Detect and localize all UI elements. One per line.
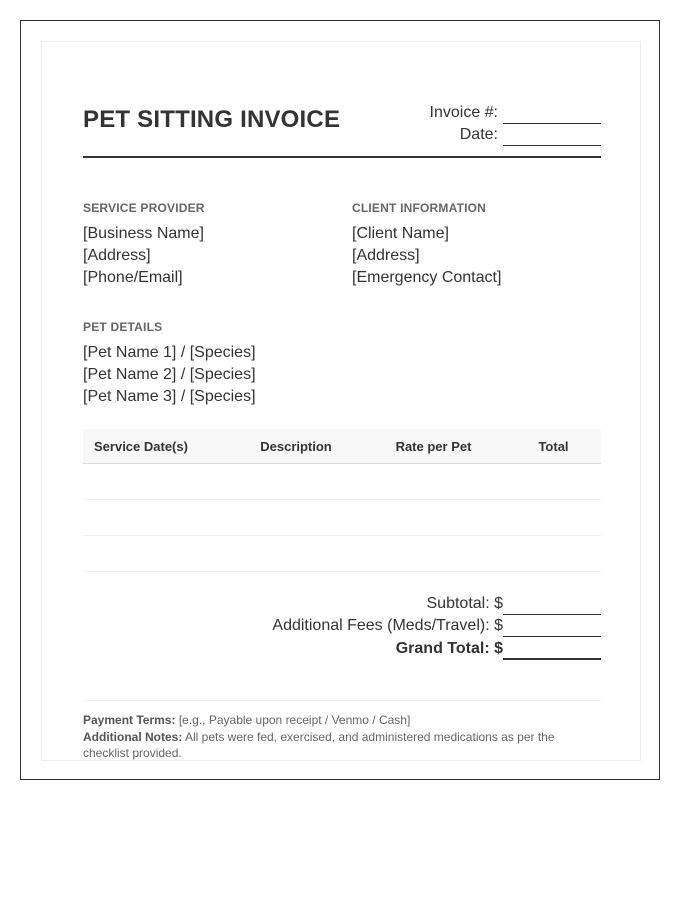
payment-terms (83, 712, 601, 729)
column-description: Description (260, 438, 332, 454)
additional-fees-label: Additional Fees (Meds/Travel): $ (272, 617, 503, 634)
additional-notes (83, 729, 601, 762)
notes-section (83, 700, 601, 762)
invoice-number-field[interactable] (503, 109, 601, 124)
invoice-body (41, 41, 641, 761)
pet-details-heading: PET DETAILS (83, 320, 163, 334)
invoice-meta (430, 102, 601, 146)
additional-notes-label: Additional Notes: (83, 729, 183, 744)
table-row[interactable] (83, 500, 601, 536)
provider-phone-email: [Phone/Email] (83, 269, 183, 286)
client-address: [Address] (352, 247, 420, 264)
additional-fees-row (272, 615, 601, 638)
totals-section (272, 592, 601, 660)
table-row[interactable] (83, 536, 601, 572)
column-total: Total (538, 438, 569, 454)
grand-total-field[interactable] (503, 644, 601, 660)
provider-address: [Address] (83, 247, 151, 264)
additional-fees-field[interactable] (503, 622, 601, 637)
column-rate-per-pet: Rate per Pet (395, 438, 472, 454)
client-information-section (352, 201, 501, 289)
invoice-header (83, 82, 601, 158)
client-information-heading: CLIENT INFORMATION (352, 201, 487, 215)
invoice-page (20, 20, 660, 780)
table-row[interactable] (83, 464, 601, 500)
service-provider-heading: SERVICE PROVIDER (83, 201, 205, 215)
invoice-number-row (430, 102, 601, 124)
subtotal-label: Subtotal: $ (426, 594, 503, 612)
service-provider-section (83, 201, 205, 289)
pet-line-2: [Pet Name 2] / [Species] (83, 366, 256, 383)
column-service-dates: Service Date(s) (94, 438, 188, 454)
pet-line-3: [Pet Name 3] / [Species] (83, 388, 256, 405)
invoice-date-row (430, 124, 601, 146)
client-emergency-contact: [Emergency Contact] (352, 269, 502, 286)
invoice-number-label: Invoice #: (429, 104, 498, 121)
pet-details-section (83, 320, 256, 408)
invoice-title: PET SITTING INVOICE (83, 106, 341, 133)
subtotal-row (272, 592, 601, 615)
grand-total-row (272, 637, 601, 660)
invoice-date-field[interactable] (503, 131, 601, 146)
provider-business-name: [Business Name] (83, 225, 204, 242)
subtotal-field[interactable] (503, 600, 601, 615)
services-table (83, 429, 601, 572)
additional-notes-text: All pets were fed, exercised, and administered medications as per the checklist provided. (83, 729, 555, 760)
pet-line-1: [Pet Name 1] / [Species] (83, 344, 256, 361)
grand-total-label: Grand Total: $ (395, 639, 503, 657)
payment-terms-text: [e.g., Payable upon receipt / Venmo / Cash] (175, 713, 411, 727)
client-name: [Client Name] (352, 225, 449, 242)
invoice-date-label: Date: (459, 126, 498, 143)
payment-terms-label: Payment Terms: (83, 713, 176, 727)
services-table-header (83, 429, 601, 464)
